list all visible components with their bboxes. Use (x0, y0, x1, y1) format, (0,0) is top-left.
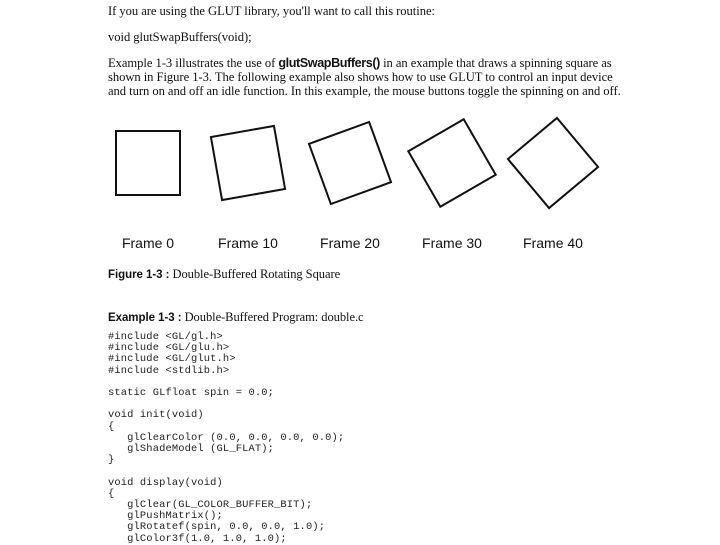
paragraph-line-2: shown in Figure 1-3. The following example also shows how to use GLUT to control an input device (108, 70, 613, 84)
frame-label: Frame 0 (121, 235, 175, 251)
inline-code: glutSwapBuffers() (278, 56, 380, 70)
frame-square (508, 118, 598, 208)
code-line: void display(void) (108, 476, 223, 489)
paragraph-text: Example 1-3 illustrates the use of (108, 56, 279, 70)
paragraph-text: in an example that draws a spinning square as (379, 56, 612, 70)
example-title-label: Example 1-3 : (108, 312, 182, 324)
figure-caption-text: Double-Buffered Rotating Square (169, 267, 341, 281)
code-line: static GLfloat spin = 0.0; (108, 387, 275, 399)
figure-caption-label: Figure 1-3 : (108, 269, 170, 281)
frame-square (116, 131, 180, 195)
code-line: glClearColor (0.0, 0.0, 0.0, 0.0); (108, 431, 345, 444)
code-line: { (108, 487, 115, 500)
code-line: glRotatef(spin, 0.0, 0.0, 1.0); (108, 521, 326, 534)
function-signature: void glutSwapBuffers(void); (108, 30, 252, 44)
code-line: #include <stdlib.h> (108, 364, 230, 377)
code-line: glPushMatrix(); (108, 510, 223, 523)
frame-label: Frame 10 (218, 235, 278, 251)
code-line: #include <GL/glu.h> (108, 342, 230, 355)
code-line: glClear(GL_COLOR_BUFFER_BIT); (108, 499, 313, 511)
code-line: } (108, 454, 115, 467)
code-line: { (108, 420, 115, 433)
frame-square (408, 119, 495, 206)
figure-caption (108, 267, 340, 282)
code-line: #include <GL/gl.h> (108, 331, 223, 343)
frame-square (309, 122, 391, 204)
code-line: void init(void) (108, 409, 204, 422)
code-line: #include <GL/glut.h> (108, 353, 236, 366)
code-line: glShadeModel (GL_FLAT); (108, 443, 275, 455)
frame-label: Frame 30 (422, 235, 482, 251)
frame-square (211, 126, 285, 200)
intro-text: If you are using the GLUT library, you'll want to call this routine: (108, 4, 435, 18)
example-title (108, 310, 364, 325)
frame-label: Frame 40 (523, 235, 583, 251)
frame-label: Frame 20 (320, 235, 380, 251)
paragraph-line-3: and turn on and off an idle function. In this example, the mouse buttons toggle the spinning on and off. (108, 84, 621, 98)
example-title-text: Double-Buffered Program: double.c (181, 310, 364, 324)
code-line: glColor3f(1.0, 1.0, 1.0); (108, 532, 287, 545)
